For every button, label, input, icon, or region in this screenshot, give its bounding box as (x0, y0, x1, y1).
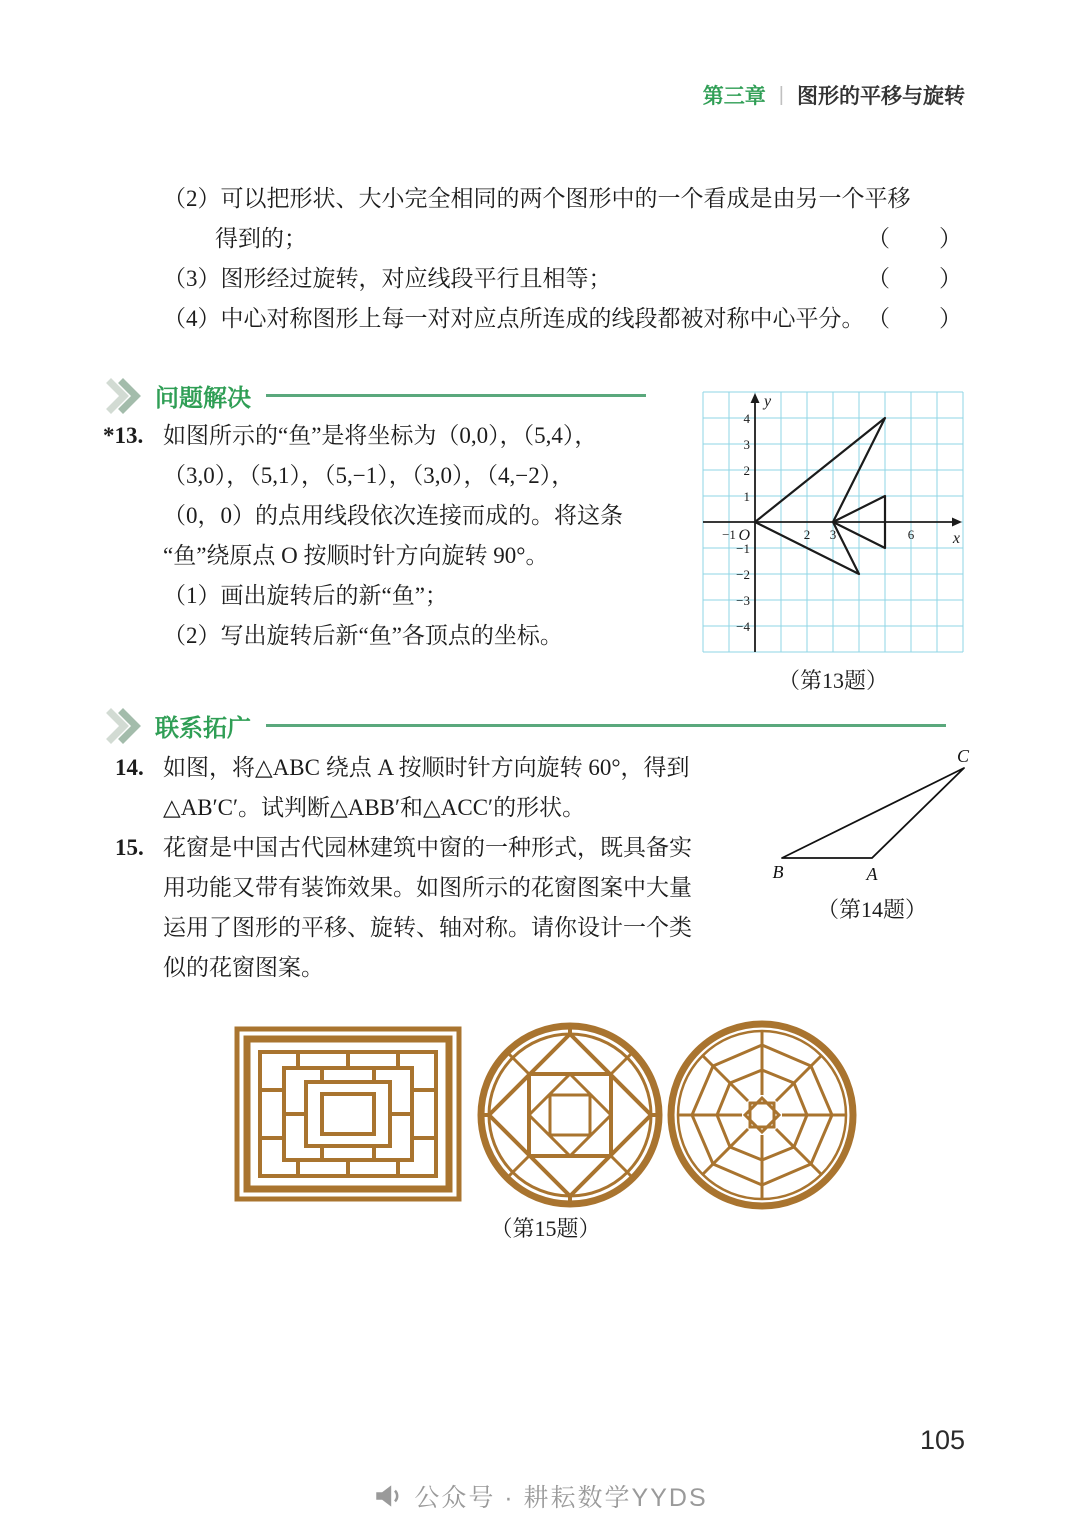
svg-text:2: 2 (803, 527, 811, 542)
tf-item-2-answer-blank: （ ） (867, 226, 963, 251)
section-rule (266, 724, 946, 727)
problem-14-line-1: 如图，将△ABC 绕点 A 按顺时针方向旋转 60°，得到 (163, 755, 690, 780)
problem-15-line-2: 用功能又带有装饰效果。如图所示的花窗图案中大量 (163, 875, 692, 900)
problem-13-subitem-1: （1）画出旋转后的新“鱼”； (163, 583, 448, 608)
tf-item-2-continuation: 得到的； (215, 226, 307, 251)
svg-text:4: 4 (743, 411, 750, 426)
double-chevron-icon (106, 380, 146, 412)
tf-item-4-answer-blank: （ ） (867, 306, 963, 331)
chapter-header (703, 80, 965, 110)
watermark-text: 公众号 · 耕耘数学YYDS (414, 1484, 708, 1512)
problem-15-number: 15. (115, 835, 144, 860)
problem-13-line-3: （0，0）的点用线段依次连接而成的。将这条 (163, 503, 623, 528)
tf-item-4 (163, 303, 963, 335)
tf-item-4-text: （4）中心对称图形上每一对对应点所连成的线段都被对称中心平分。 (163, 306, 865, 331)
problem-14-number: 14. (115, 755, 144, 780)
figure15-caption: （第15题） (490, 1216, 601, 1241)
figure13-caption: （第13题） (777, 668, 888, 693)
svg-text:−1: −1 (722, 527, 736, 542)
svg-text:3: 3 (743, 437, 750, 452)
svg-text:A: A (866, 864, 878, 884)
svg-text:−3: −3 (736, 593, 750, 608)
figure13-grid (703, 392, 963, 652)
page-number: 105 (919, 1425, 965, 1455)
section-title-problem-solving: 问题解决 (155, 385, 251, 412)
chapter-title: 图形的平移与旋转 (797, 85, 965, 108)
tf-item-3-text: （3）图形经过旋转，对应线段平行且相等； (163, 266, 612, 291)
svg-text:C: C (956, 746, 969, 766)
problem-15-line-1: 花窗是中国古代园林建筑中窗的一种形式，既具备实 (163, 835, 692, 860)
tf-item-2-line-2 (163, 223, 963, 255)
svg-text:x: x (952, 530, 960, 547)
problem-13-number: *13. (103, 423, 144, 448)
lattice-window-web-image (667, 1020, 857, 1210)
problem-13-subitem-2: （2）写出旋转后新“鱼”各顶点的坐标。 (163, 623, 563, 648)
tf-item-3-answer-blank: （ ） (867, 266, 963, 291)
section-problem-solving (106, 378, 646, 413)
section-title-extension: 联系拓广 (155, 715, 251, 742)
svg-text:−4: −4 (736, 619, 750, 634)
svg-text:2: 2 (743, 463, 750, 478)
figure14-caption: （第14题） (816, 897, 927, 922)
svg-text:3: 3 (829, 527, 837, 542)
double-chevron-icon (106, 710, 146, 742)
section-extension (106, 708, 946, 743)
svg-text:O: O (738, 527, 750, 544)
tf-item-2-line-1: （2）可以把形状、大小完全相同的两个图形中的一个看成是由另一个平移 (163, 186, 911, 211)
problem-15-line-3: 运用了图形的平移、旋转、轴对称。请你设计一个类 (163, 915, 692, 940)
problem-15-line-4: 似的花窗图案。 (163, 955, 324, 980)
tf-item-3 (163, 263, 963, 295)
lattice-window-rectangular-image (234, 1026, 462, 1202)
svg-text:y: y (764, 393, 772, 410)
svg-text:B: B (772, 862, 784, 882)
problem-13-line-2: （3,0），（5,1），（5,−1），（3,0），（4,−2）， (163, 463, 575, 488)
watermark (0, 1478, 1080, 1514)
chapter-number: 第三章 (702, 85, 766, 108)
problem-13-line-4: “鱼”绕原点 O 按顺时针方向旋转 90°。 (163, 543, 549, 568)
svg-text:−2: −2 (736, 567, 750, 582)
problem-14-line-2: △AB′C′。试判断△ABB′和△ACC′的形状。 (163, 795, 586, 820)
section-rule (266, 394, 646, 397)
megaphone-icon (372, 1480, 404, 1512)
svg-text:1: 1 (743, 489, 750, 504)
lattice-window-circle-diamond-image (477, 1022, 663, 1208)
header-separator: | (778, 83, 784, 106)
svg-text:−1: −1 (736, 541, 750, 556)
problem-13-line-1: 如图所示的“鱼”是将坐标为（0,0），（5,4）， (163, 423, 598, 448)
svg-text:6: 6 (907, 527, 915, 542)
figure14-triangle (772, 746, 972, 887)
